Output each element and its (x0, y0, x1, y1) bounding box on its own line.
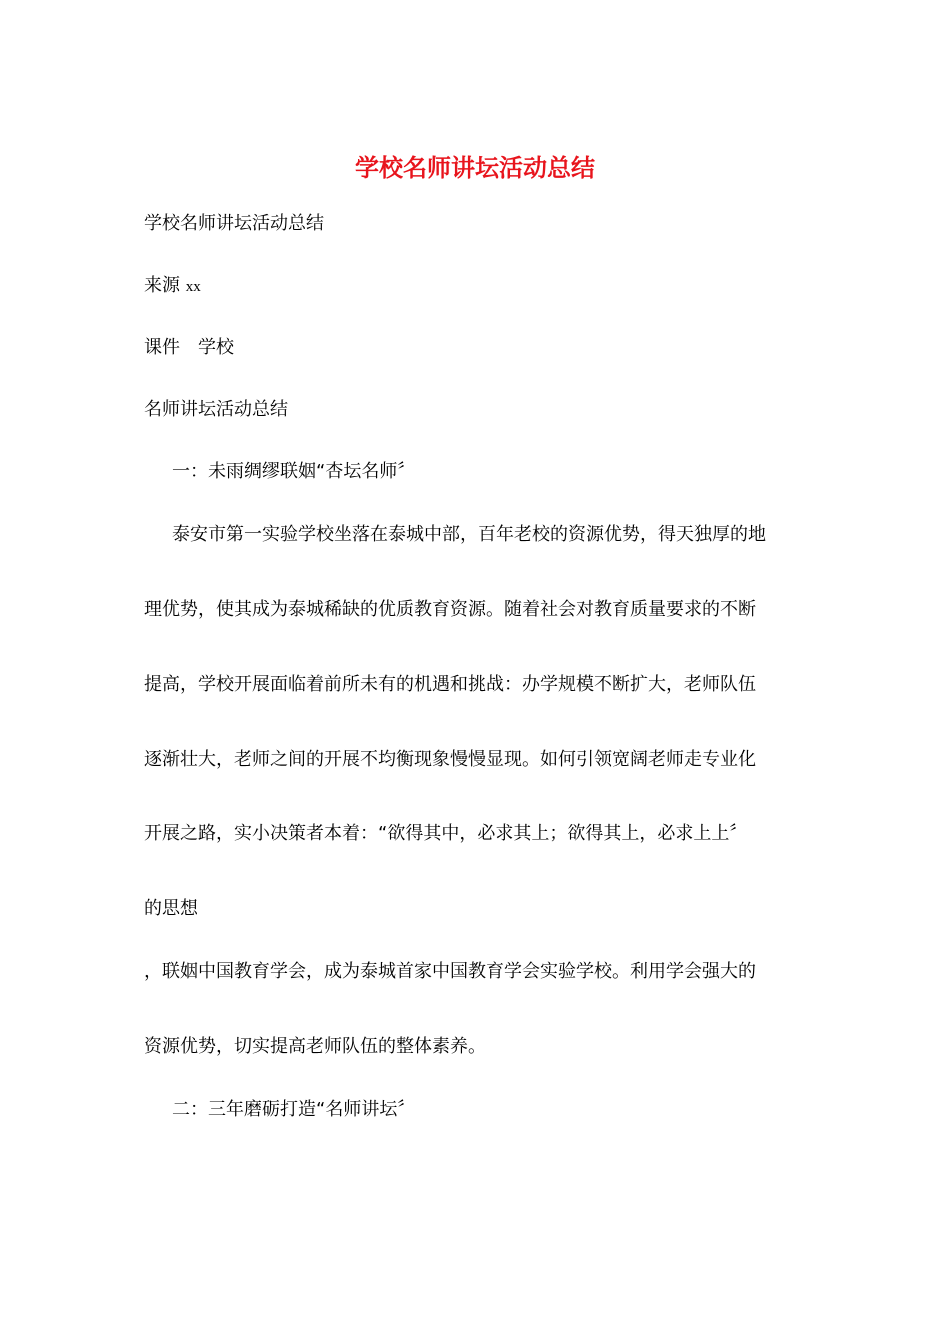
paragraph-line: 资源优势，切实提高老师队伍的整体素养。 (144, 1036, 486, 1057)
heading-two: 二：三年磨砺打造“名师讲坛〞 (172, 1099, 416, 1120)
paragraph-line: 的思想 (144, 898, 198, 919)
paragraph-line: 提高，学校开展面临着前所未有的机遇和挑战：办学规模不断扩大，老师队伍 (144, 674, 756, 695)
subtitle-line: 学校名师讲坛活动总结 (144, 213, 324, 234)
heading-one: 一：未雨绸缪联姻“杏坛名师〞 (172, 461, 416, 482)
paragraph-line: ，联姻中国教育学会，成为泰城首家中国教育学会实验学校。利用学会强大的 (144, 961, 756, 982)
paragraph-line: 逐渐壮大，老师之间的开展不均衡现象慢慢显现。如何引领宽阔老师走专业化 (144, 749, 756, 770)
section-title-line: 名师讲坛活动总结 (144, 399, 288, 420)
paragraph-line: 泰安市第一实验学校坐落在泰城中部，百年老校的资源优势，得天独厚的地 (172, 524, 766, 545)
source-label: 来源 (144, 275, 180, 296)
paragraph-line: 理优势，使其成为泰城稀缺的优质教育资源。随着社会对教育质量要求的不断 (144, 599, 756, 620)
category-line: 课件 学校 (144, 337, 234, 358)
paragraph-line: 开展之路，实小决策者本着：“欲得其中，必求其上；欲得其上，必求上上〞 (144, 823, 748, 844)
document-title: 学校名师讲坛活动总结 (355, 153, 595, 182)
source-value: xx (185, 279, 201, 295)
source-line (144, 273, 201, 300)
